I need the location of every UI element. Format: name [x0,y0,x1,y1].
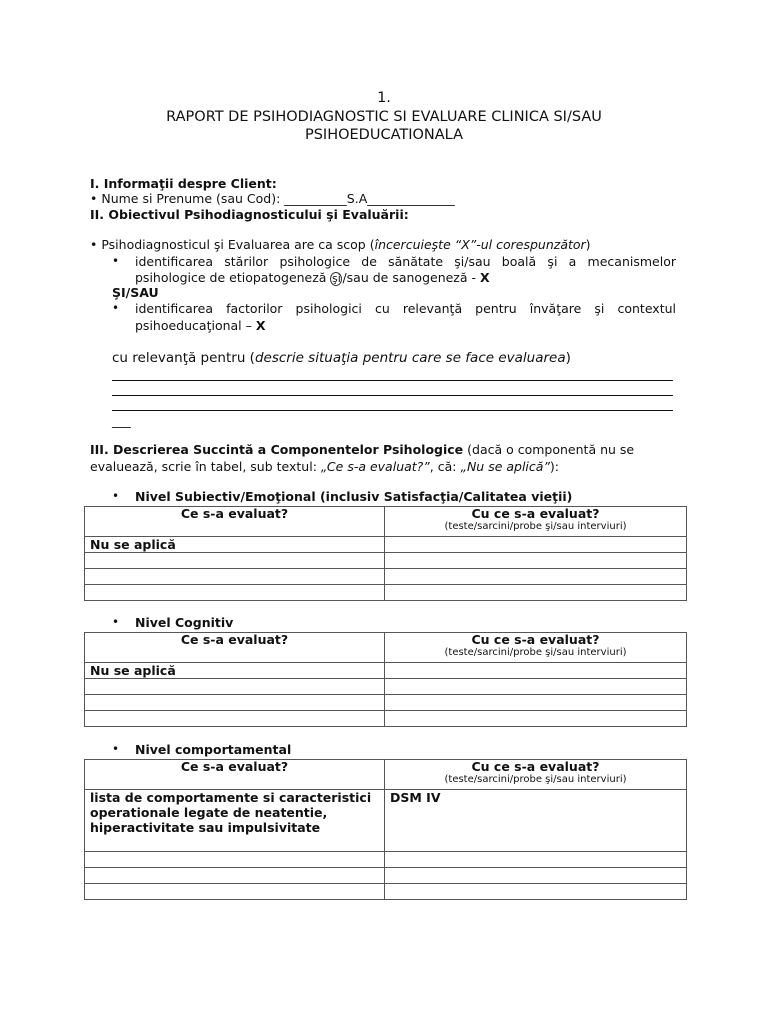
objective-item2-line1: identificarea factorilor psihologici cu relevanţă pentru învăţare şi contextul [135,301,676,316]
objective-item2-line2 [135,318,265,334]
section3-heading [90,442,634,458]
objective-item2-mark: X [255,318,266,333]
section3-instruction-text: evaluează, scrie în tabel, sub textul: [90,459,321,474]
column-header-what: Ce s-a evaluat? [85,760,385,790]
bullet-icon: • [112,742,120,756]
column-header-what: Ce s-a evaluat? [85,507,385,537]
table1-title: Nivel Subiectiv/Emoţional (inclusiv Satisfacţia/Calitatea vieţii) [135,489,573,504]
objective-intro-instruction: încercuieşte “X”-ul corespunzător [374,237,586,252]
table-cell[interactable] [385,663,687,679]
table-cell[interactable] [85,695,385,711]
table-row [85,585,687,601]
objective-item1-text: psihologice de etiopatogeneză [135,270,331,285]
client-name-field: • Nume si Prenume (sau Cod): __________S.A______________ [90,191,455,206]
section3-title: III. Descrierea Succintă a Componentelor Psihologice [90,442,464,457]
table-row [85,695,687,711]
table-cell[interactable]: DSM IV [385,790,687,852]
connector-si-sau: ŞI/SAU [112,285,159,300]
table-row [85,679,687,695]
bullet-icon: • [112,489,120,503]
report-number: 1. [377,90,391,106]
column-header-how-hint: (teste/sarcini/probe şi/sau interviuri) [444,521,627,532]
table-cell[interactable] [85,884,385,900]
table-cell[interactable] [385,585,687,601]
table-cell[interactable] [85,569,385,585]
table-row [85,852,687,868]
circled-option: şi [332,272,341,285]
table-cell[interactable] [85,868,385,884]
relevance-prompt [112,350,571,366]
report-title-line2: PSIHOEDUCATIONALA [304,127,464,143]
table-cell[interactable] [385,884,687,900]
table-cell[interactable]: lista de comportamente si caracteristici operationale legate de neatentie, hiperactivitate sau impulsivitate [85,790,385,852]
answer-line[interactable] [112,410,673,411]
section3-instruction [90,459,559,475]
section3-instruction-mid: , că: [429,459,461,474]
table-cell[interactable]: Nu se aplică [85,537,385,553]
section3-note: (dacă o componentă nu se [463,442,635,457]
table-cell[interactable] [85,852,385,868]
table-cell[interactable] [85,711,385,727]
objective-item2-text: psihoeducaţional – [135,318,256,333]
bullet-icon: • [112,301,120,315]
table-row [85,569,687,585]
table-cell[interactable] [85,553,385,569]
section3-quote1: „Ce s-a evaluat?” [320,459,430,474]
relevance-text: cu relevanţă pentru ( [112,350,255,366]
column-header-how-hint: (teste/sarcini/probe şi/sau interviuri) [444,774,627,785]
bullet-icon: • [112,254,120,268]
column-header-how-title: Cu ce s-a evaluat? [471,632,600,647]
column-header-how-title: Cu ce s-a evaluat? [471,759,600,774]
table-row [85,884,687,900]
table-subjective-emotional [84,506,687,601]
column-header-how [385,507,687,537]
objective-intro-close: ) [585,237,591,252]
table-cell[interactable] [385,868,687,884]
table-cell[interactable] [385,852,687,868]
answer-line[interactable] [112,395,673,396]
column-header-how-hint: (teste/sarcini/probe şi/sau interviuri) [444,647,627,658]
table-cell[interactable] [385,695,687,711]
table-cell[interactable] [85,679,385,695]
table-cell[interactable] [385,537,687,553]
table2-title: Nivel Cognitiv [135,615,234,630]
table-row [85,868,687,884]
table-row [85,537,687,553]
table-cell[interactable] [385,569,687,585]
section3-quote2: „Nu se aplică” [460,459,550,474]
table-cell[interactable] [85,585,385,601]
objective-intro-text: • Psihodiagnosticul şi Evaluarea are ca scop ( [90,237,375,252]
bullet-icon: • [112,615,120,629]
table-row [85,790,687,852]
objective-item1-text-rest: /sau de sanogeneză - [342,270,480,285]
table-cognitive [84,632,687,727]
objective-item1-line1: identificarea stărilor psihologice de sănătate şi/sau boală şi a mecanismelor [135,254,676,269]
objective-item1-mark: X [480,270,490,285]
table-cell[interactable] [385,711,687,727]
relevance-instruction: descrie situaţia pentru care se face evaluarea [254,350,566,366]
table-cell[interactable] [385,679,687,695]
table-behavioral [84,759,687,900]
report-title-line1: RAPORT DE PSIHODIAGNOSTIC SI EVALUARE CLINICA SI/SAU [166,109,602,125]
answer-line[interactable] [112,380,673,381]
table3-title: Nivel comportamental [135,742,292,757]
objective-intro [90,237,591,253]
section2-heading: II. Obiectivul Psihodiagnosticului şi Evaluării: [90,207,409,222]
column-header-how [385,760,687,790]
table-row [85,711,687,727]
objective-item1-line2 [135,270,490,286]
section3-instruction-close: ): [549,459,560,474]
column-header-what: Ce s-a evaluat? [85,633,385,663]
relevance-close: ) [565,350,571,366]
table-cell[interactable]: Nu se aplică [85,663,385,679]
table-row [85,663,687,679]
section1-heading: I. Informaţii despre Client: [90,176,277,191]
table-row [85,553,687,569]
table-cell[interactable] [385,553,687,569]
column-header-how-title: Cu ce s-a evaluat? [471,506,600,521]
answer-line-end: ___ [112,413,131,428]
column-header-how [385,633,687,663]
